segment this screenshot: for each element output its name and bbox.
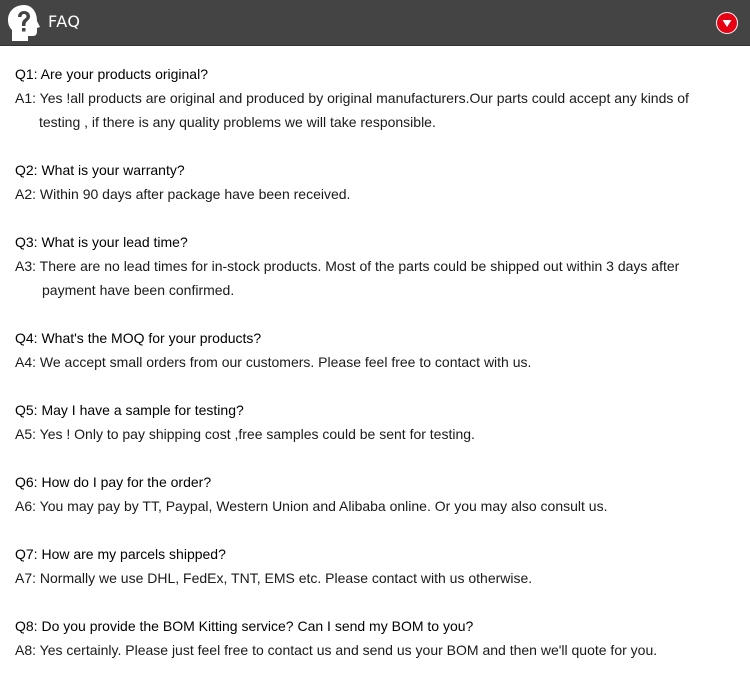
faq-item-7 bbox=[15, 542, 715, 614]
faq-header bbox=[0, 0, 750, 46]
faq-item-6 bbox=[15, 470, 715, 542]
question-head-icon bbox=[6, 4, 42, 42]
faq-question: Q2: What is your warranty? bbox=[15, 162, 185, 178]
faq-answer: A5: Yes ! Only to pay shipping cost ,free samples could be sent for testing. bbox=[15, 426, 475, 442]
faq-answer: A8: Yes certainly. Please just feel free to contact us and send us your BOM and then we'll quote for you. bbox=[15, 642, 658, 658]
faq-question: Q5: May I have a sample for testing? bbox=[15, 402, 244, 418]
chevron-down-icon bbox=[717, 13, 737, 33]
faq-answer: A6: You may pay by TT, Paypal, Western Union and Alibaba online. Or you may also consult us. bbox=[15, 498, 608, 514]
faq-item-2 bbox=[15, 158, 715, 230]
faq-question: Q8: Do you provide the BOM Kitting service? Can I send my BOM to you? bbox=[15, 618, 474, 634]
faq-item-8 bbox=[15, 614, 715, 686]
faq-question: Q6: How do I pay for the order? bbox=[15, 474, 212, 490]
collapse-toggle-button[interactable] bbox=[717, 13, 737, 33]
faq-item-3 bbox=[15, 230, 715, 326]
faq-title: FAQ bbox=[48, 12, 81, 31]
faq-answer: A1: Yes !all products are original and produced by original manufacturers.Our parts could accept any kinds of testing , if there is any quality problems we will take responsible. bbox=[15, 90, 689, 130]
faq-answer: A7: Normally we use DHL, FedEx, TNT, EMS etc. Please contact with us otherwise. bbox=[15, 570, 533, 586]
faq-item-5 bbox=[15, 398, 715, 470]
faq-question: Q4: What's the MOQ for your products? bbox=[15, 330, 262, 346]
faq-question: Q7: How are my parcels shipped? bbox=[15, 546, 226, 562]
faq-list bbox=[15, 62, 715, 686]
faq-question: Q3: What is your lead time? bbox=[15, 234, 188, 250]
faq-item-1 bbox=[15, 62, 715, 158]
faq-answer: A2: Within 90 days after package have been received. bbox=[15, 186, 351, 202]
faq-answer: A4: We accept small orders from our customers. Please feel free to contact with us. bbox=[15, 354, 532, 370]
faq-answer: A3: There are no lead times for in-stock products. Most of the parts could be shipped out within 3 days after payment have been confirmed. bbox=[15, 258, 680, 298]
faq-item-4 bbox=[15, 326, 715, 398]
faq-question: Q1: Are your products original? bbox=[15, 66, 208, 82]
